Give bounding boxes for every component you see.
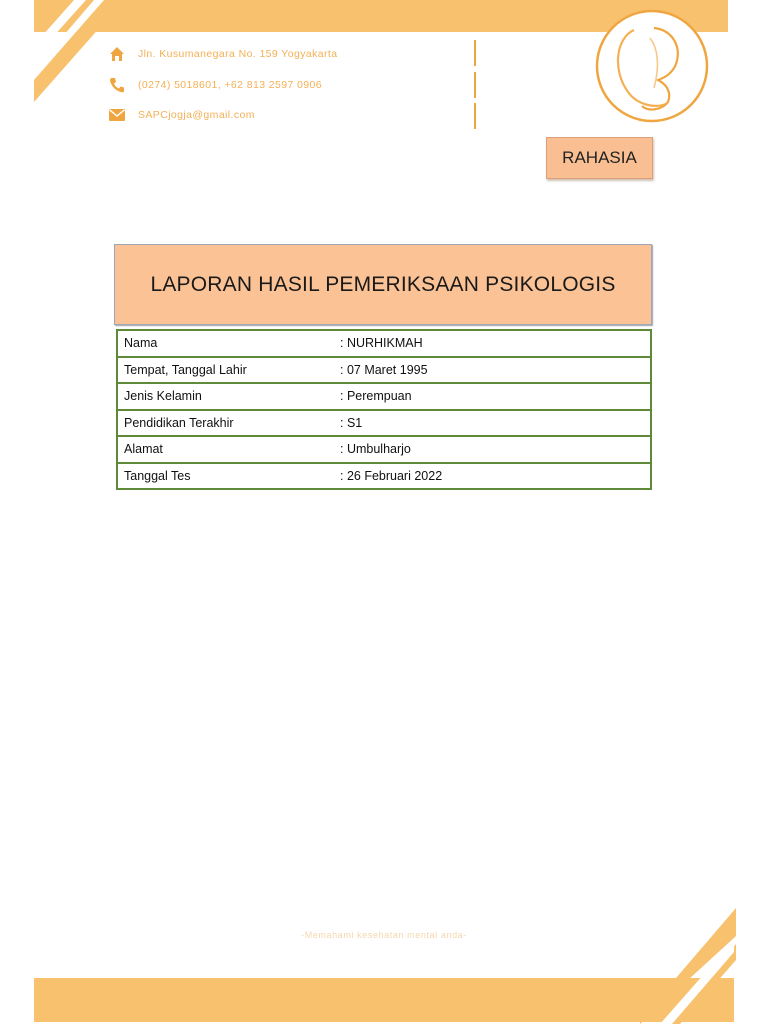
home-icon — [108, 45, 126, 63]
table-row — [117, 436, 651, 463]
row-value: : Umbulharjo — [330, 436, 651, 463]
row-value: : 07 Maret 1995 — [330, 357, 651, 384]
footer-diagonal-cut — [660, 930, 734, 1024]
table-row — [117, 410, 651, 437]
butterfly-logo — [594, 8, 710, 124]
row-label: Jenis Kelamin — [117, 383, 330, 410]
email-text: SAPCjogja@gmail.com — [138, 109, 255, 121]
row-value: : Perempuan — [330, 383, 651, 410]
email-row — [108, 106, 255, 124]
footer-tagline: -Memahami kesehatan mental anda- — [301, 930, 467, 940]
report-title: LAPORAN HASIL PEMERIKSAAN PSIKOLOGIS — [114, 244, 652, 325]
row-label: Pendidikan Terakhir — [117, 410, 330, 437]
row-label: Tempat, Tanggal Lahir — [117, 357, 330, 384]
table-row — [117, 383, 651, 410]
row-label: Alamat — [117, 436, 330, 463]
mail-icon — [108, 106, 126, 124]
row-label: Nama — [117, 330, 330, 357]
header-divider — [474, 72, 476, 98]
address-row — [108, 45, 337, 63]
row-value: : NURHIKMAH — [330, 330, 651, 357]
phone-row — [108, 76, 322, 94]
table-row — [117, 463, 651, 490]
row-value: : 26 Februari 2022 — [330, 463, 651, 490]
header-divider — [474, 40, 476, 66]
header-divider — [474, 103, 476, 129]
row-label: Tanggal Tes — [117, 463, 330, 490]
table-row — [117, 330, 651, 357]
phone-icon — [108, 76, 126, 94]
table-row — [117, 357, 651, 384]
phone-text: (0274) 5018601, +62 813 2597 0906 — [138, 79, 322, 91]
address-text: Jln. Kusumanegara No. 159 Yogyakarta — [138, 48, 338, 60]
row-value: : S1 — [330, 410, 651, 437]
footer-band — [34, 978, 734, 1022]
identity-table — [116, 329, 652, 490]
confidential-badge: RAHASIA — [546, 137, 653, 179]
